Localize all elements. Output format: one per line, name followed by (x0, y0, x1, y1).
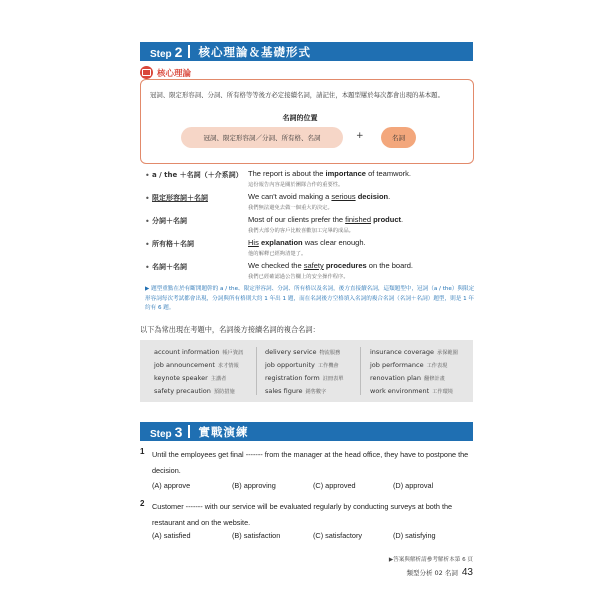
example-sentence (248, 169, 411, 178)
page-number: 43 (461, 567, 473, 578)
rule-formula: 限定形容詞＋名詞 (152, 194, 208, 202)
column-divider (360, 347, 361, 395)
core-theory-text: 冠詞、限定形容詞、分詞、所有格等等後方必定接續名詞，請記住，本題型屢於每次都會出現的基本題。 (150, 91, 444, 99)
compound-english: keynote speaker (154, 374, 208, 382)
book-icon (140, 66, 153, 79)
modifier-word: serious (331, 192, 356, 201)
sentence-part: of teamwork. (365, 169, 411, 178)
sentence-part: Most of our clients prefer the (248, 215, 346, 224)
question-text: Customer ------- with our service will be evaluated regularly by conducting surveys at both the restaurant and on the website. (152, 502, 453, 527)
bullet-icon: • (145, 194, 150, 203)
step3-divider (188, 425, 190, 438)
compound-english: sales figure (265, 387, 303, 395)
compound-item (370, 387, 458, 400)
plus-sign: + (356, 131, 364, 141)
question-number: 1 (140, 447, 145, 456)
compound-item (265, 374, 344, 387)
answer-option[interactable]: (B) satisfaction (232, 531, 281, 540)
bullet-icon: • (145, 217, 150, 226)
compound-item (154, 361, 243, 374)
step2-number: 2 (174, 43, 183, 60)
answer-option[interactable]: (C) satisfactory (313, 531, 363, 540)
sentence-part: . (401, 215, 404, 224)
example-translation: 我們大部分的客戶比較喜歡加工完畢的成品。 (248, 228, 354, 234)
compound-chinese: 物流服務 (319, 350, 341, 356)
compound-english: insurance coverage (370, 348, 435, 356)
compound-item (265, 361, 344, 374)
compound-chinese: 銷售數字 (305, 389, 327, 395)
rule-formula: 所有格＋名詞 (152, 240, 194, 248)
step2-tag (140, 44, 188, 60)
compound-item (370, 348, 458, 361)
rule-formula: 分詞＋名詞 (152, 217, 187, 225)
key-noun: procedures (325, 261, 367, 270)
sentence-part: We can't avoid making a (248, 192, 332, 201)
example-sentence (248, 238, 366, 247)
triangle-arrow-icon: ▶ (145, 286, 152, 292)
step2-title: 核心理論＆基礎形式 (198, 44, 311, 59)
compound-noun-box (140, 340, 473, 402)
compound-english: safety precaution (154, 387, 211, 395)
bullet-icon: • (145, 171, 150, 180)
key-noun: product (373, 215, 402, 224)
compound-chinese: 翻修計畫 (424, 376, 445, 382)
compound-item (154, 348, 243, 361)
compound-english: job announcement (154, 361, 215, 369)
compound-item (370, 361, 458, 374)
step3-label: Step (150, 428, 172, 440)
step3-tag (140, 424, 188, 440)
compound-english: delivery service (265, 348, 317, 356)
compound-english: job opportunity (265, 361, 315, 369)
chapter-label: 類型分析 02 名詞 (406, 569, 458, 577)
compound-column (154, 348, 243, 400)
step3-title: 實戰演練 (198, 424, 249, 439)
compound-chinese: 求才情報 (218, 363, 239, 369)
compound-chinese: 工作機會 (317, 363, 339, 369)
compound-chinese: 註冊表單 (322, 376, 344, 382)
modifier-pill: 冠詞、限定形容詞／分詞、所有格、名詞 (181, 127, 343, 148)
bullet-icon: • (145, 240, 150, 249)
compound-column (370, 348, 458, 400)
compound-item (265, 348, 344, 361)
rule-row (140, 262, 475, 284)
example-sentence (248, 215, 403, 224)
rule-row (140, 193, 475, 215)
compound-english: registration form (265, 374, 320, 382)
noun-position-title: 名詞的位置 (282, 114, 318, 122)
key-noun: explanation (260, 238, 303, 247)
example-sentence (248, 192, 390, 201)
rule-formula: a / the ＋名詞（＋介系詞） (152, 171, 243, 179)
rule-row (140, 216, 475, 238)
rule-row (140, 239, 475, 261)
answer-option[interactable]: (A) approve (152, 481, 191, 490)
answer-option[interactable]: (B) approving (232, 481, 276, 490)
compound-english: work environment (370, 387, 430, 395)
sentence-part: The report is about the (248, 169, 326, 178)
compound-chinese: 承保範圍 (437, 350, 458, 356)
compound-column (265, 348, 344, 400)
answer-option[interactable]: (D) approval (393, 481, 434, 490)
compound-item (370, 374, 458, 387)
sentence-part: on the board. (366, 261, 413, 270)
answer-option[interactable]: (D) satisfying (393, 531, 436, 540)
answer-reference: ▶答案與解析請參考解析本第 6 頁 (388, 557, 473, 563)
core-theory-heading (140, 66, 195, 79)
compound-english: job performance (370, 361, 424, 369)
rule-row (140, 170, 475, 192)
compound-chinese: 工作環境 (432, 389, 453, 395)
compound-item (154, 374, 243, 387)
step2-header (140, 42, 473, 61)
bullet-icon: • (145, 263, 150, 272)
sentence-part: . (388, 192, 391, 201)
question-text: Until the employees get final ------- from the manager at the head office, they have to postpone the decision. (152, 450, 469, 475)
compound-item (265, 387, 344, 400)
question-number: 2 (140, 499, 145, 508)
compound-intro: 以下為常出現在考題中，名詞後方接續名詞的複合名詞： (140, 325, 320, 334)
compound-english: renovation plan (370, 374, 422, 382)
example-translation: 我們已經確認過公告欄上的安全操作程序。 (248, 274, 349, 280)
column-divider (256, 347, 257, 395)
compound-chinese: 帳戶資訊 (222, 350, 244, 356)
page-footer (406, 567, 473, 578)
noun-pill: 名詞 (381, 127, 416, 148)
exam-tip-note (145, 285, 475, 314)
sentence-part: We checked the (248, 261, 304, 270)
modifier-word: safety (303, 261, 324, 270)
step3-number: 3 (174, 423, 183, 440)
key-noun: decision (357, 192, 389, 201)
modifier-word: finished (345, 215, 371, 224)
example-sentence (248, 261, 413, 270)
step2-divider (188, 45, 190, 58)
modifier-word: His (248, 238, 259, 247)
answer-option[interactable]: (A) satisfied (152, 531, 191, 540)
exam-tip-text: 題型重點在於有斷開題幹的 a / the、限定形容詞、分詞、所有格以及名詞，後方直接續名詞，這類題型中，冠詞（a / the）與限定形容詞每次考試都會出現，分詞與所有格則大約 1 年出 1 題，而在名詞後方空格填入名詞的複合名詞（名詞＋名詞）題型，則是 1 年約有 6 題。 (145, 286, 475, 311)
compound-item (154, 387, 243, 400)
compound-chinese: 工作表現 (426, 363, 448, 369)
sentence-part: was clear enough. (302, 238, 366, 247)
step3-header (140, 422, 473, 441)
answer-option[interactable]: (C) approved (313, 481, 356, 490)
example-translation: 他的解釋已經夠清楚了。 (248, 251, 307, 257)
key-noun: importance (325, 169, 366, 178)
compound-chinese: 預防措施 (213, 389, 235, 395)
step2-label: Step (150, 48, 172, 60)
example-translation: 我們無法避免去做一個重大的決定。 (248, 205, 333, 211)
example-translation: 這份報告內容是關於團隊合作的重要性。 (248, 182, 344, 188)
rule-formula: 名詞＋名詞 (152, 263, 187, 271)
compound-english: account information (154, 348, 220, 356)
core-theory-label: 核心理論 (157, 68, 192, 79)
compound-chinese: 主講者 (210, 376, 227, 382)
